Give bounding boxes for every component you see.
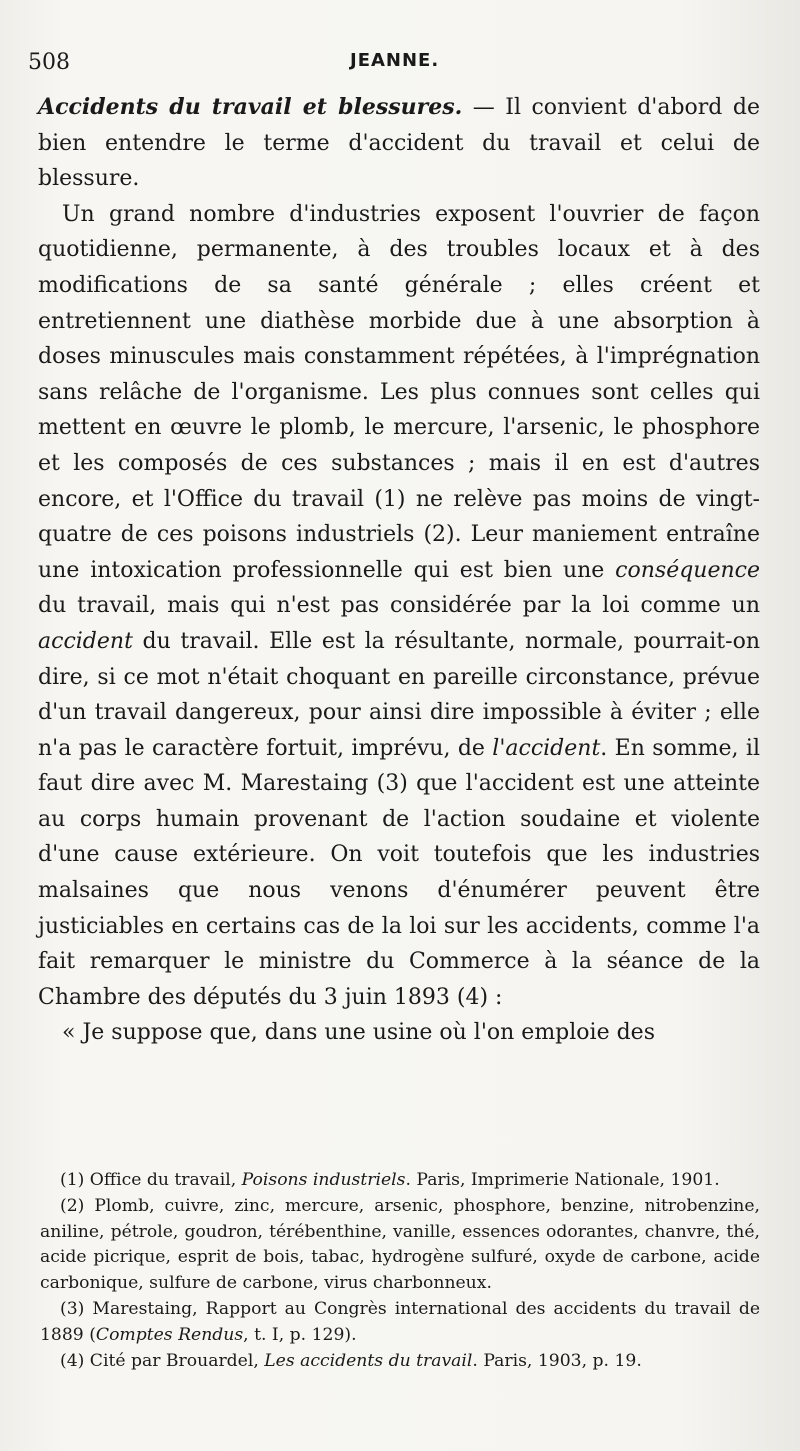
footnote-2: (2) Plomb, cuivre, zinc, mercure, arsenic, phosphore, benzine, nitrobenzine, aniline, pétrole, goudron, térébenthine, vanille, essences odorantes, chanvre, thé, acide picrique, esprit de bois, tabac, hydrogène sulfuré, oxyde de carbone, acide carbonique, sulfure de carbone, virus charbonneux.	[40, 1195, 760, 1294]
emphasis-l-accident: l'accident	[492, 735, 601, 761]
paragraph-main-text-b: du travail, mais qui n'est pas considérée par la loi comme un	[38, 593, 760, 619]
paragraph-intro-text: — Il convient d'abord de bien entendre le terme d'accident du travail et celui de blessure.	[38, 95, 760, 192]
emphasis-accident: accident	[38, 628, 133, 654]
footnote-3-title: Comptes Rendus	[95, 1324, 244, 1345]
main-text	[38, 90, 760, 1051]
footnote-1-text-a: (1) Office du travail,	[60, 1170, 242, 1190]
footnote-1-title: Poisons industriels	[241, 1170, 406, 1190]
paragraph-main-text-c: du travail. Elle est la résultante, normale, pourrait-on dire, si ce mot n'était choquant en pareille circonstance, prévue d'un travail dangereux, pour ainsi dire impossible à éviter ; elle n'a pas le caractère fortuit, imprévu, de	[38, 628, 760, 761]
footnote-4-title: Les accidents du travail	[264, 1350, 473, 1371]
emphasis-consequence: conséquence	[615, 557, 760, 583]
footnote-3	[40, 1297, 760, 1349]
footnote-4-text-b: . Paris, 1903, p. 19.	[472, 1350, 642, 1371]
footnotes	[40, 1168, 760, 1374]
paragraph-main-text-d: . En somme, il faut dire avec M. Marestaing (3) que l'accident est une atteinte au corps humain provenant de l'action soudaine et violente d'une cause extérieure. On voit toutefois que les industries malsaines que nous venons d'énumérer peuvent être justiciables en certains cas de la loi sur les accidents, comme l'a fait remarquer le ministre du Commerce à la séance de la Chambre des députés du 3 juin 1893 (4) :	[38, 735, 760, 1010]
running-head: JEANNE.	[350, 50, 440, 71]
page-header	[28, 46, 768, 82]
footnote-4	[40, 1349, 760, 1375]
footnote-3-text-b: , t. I, p. 129).	[243, 1324, 357, 1345]
footnote-4-text-a: (4) Cité par Brouardel,	[60, 1350, 265, 1371]
paragraph-main	[38, 197, 760, 1016]
paragraph-main-text-a: Un grand nombre d'industries exposent l'ouvrier de façon quotidienne, permanente, à des troubles locaux et à des modifications de sa santé générale ; elles créent et entretiennent une diathèse morbide due à une absorption à doses minuscules mais constamment répétées, à l'imprégnation sans relâche de l'organisme. Les plus connues sont celles qui mettent en œuvre le plomb, le mercure, l'arsenic, le phosphore et les composés de ces substances ; mais il en est d'autres encore, et l'Office du travail (1) ne relève pas moins de vingt-quatre de ces poisons industriels (2). Leur maniement entraîne une intoxication professionnelle qui est bien une	[38, 201, 760, 583]
footnote-1	[40, 1168, 760, 1194]
footnote-1-text-b: . Paris, Imprimerie Nationale, 1901.	[405, 1170, 720, 1190]
paragraph-intro	[38, 90, 760, 197]
page-number: 508	[28, 50, 70, 75]
section-heading: Accidents du travail et blessures.	[38, 94, 463, 120]
footnote-3-text-a: (3) Marestaing, Rapport au Congrès international des accidents du travail de 1889 (	[40, 1298, 760, 1345]
paragraph-quote: « Je suppose que, dans une usine où l'on emploie des	[62, 1020, 655, 1046]
